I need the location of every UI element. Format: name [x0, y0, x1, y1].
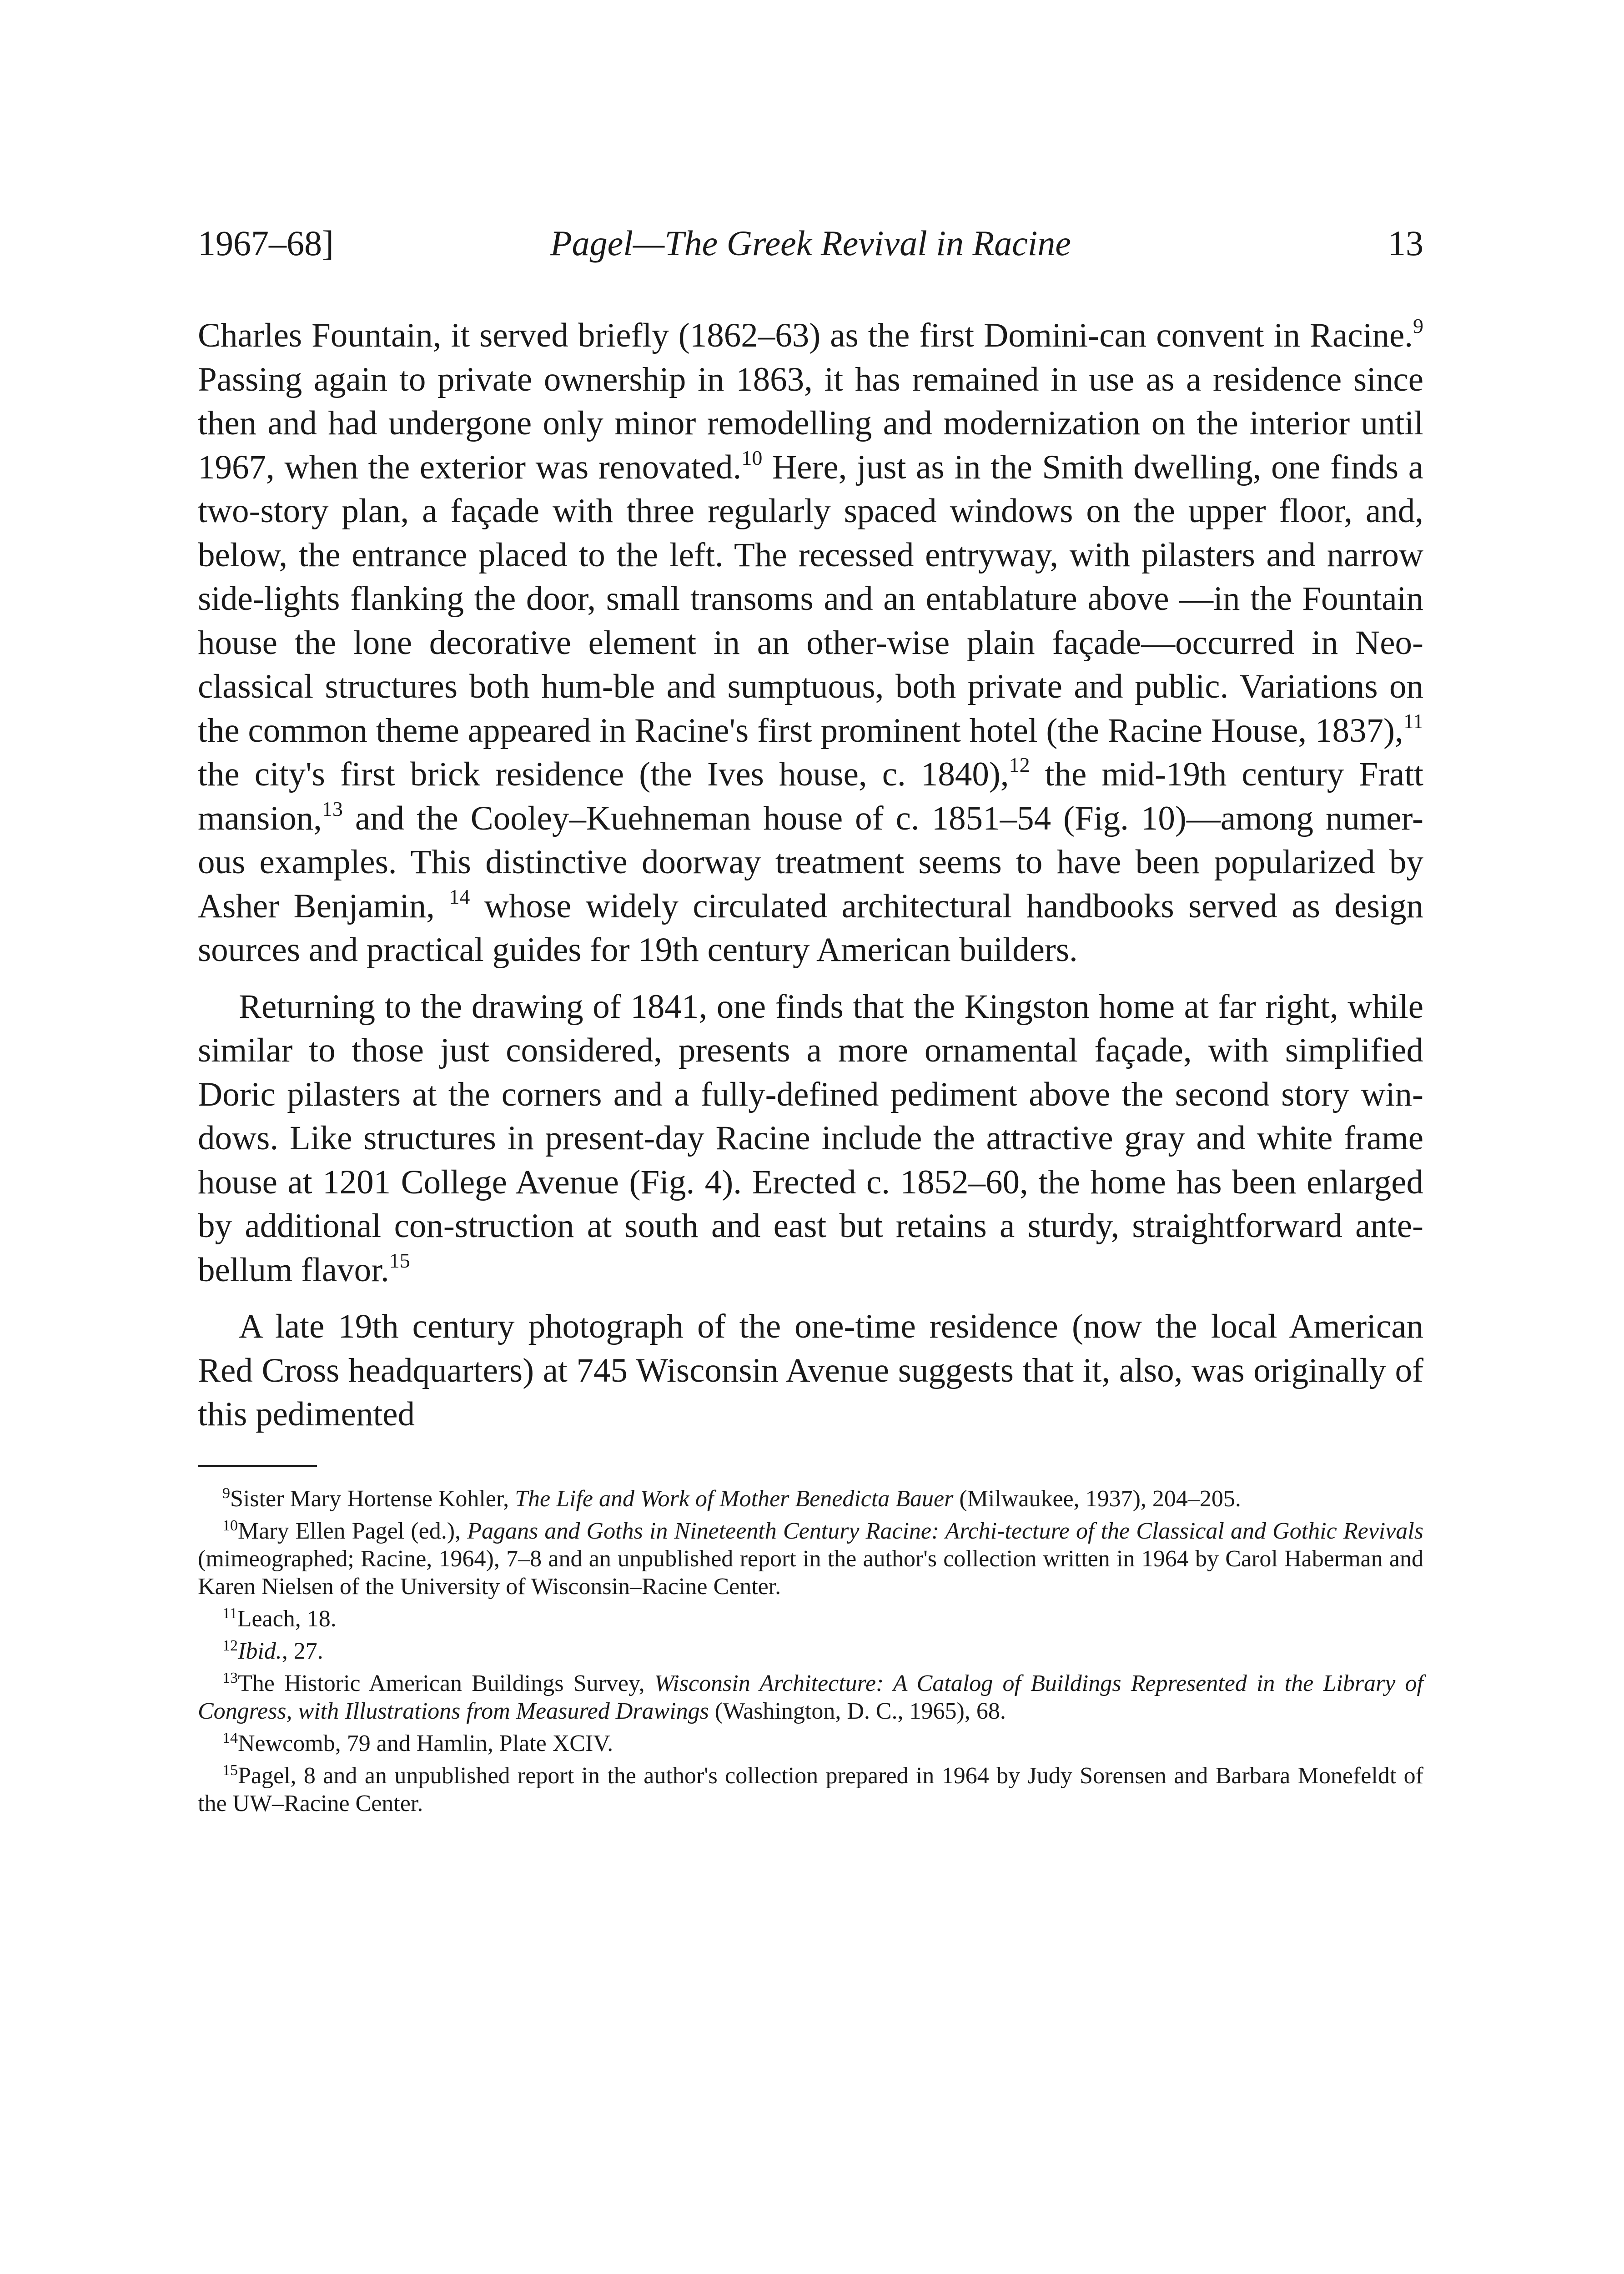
footnote-title: Ibid. — [238, 1638, 282, 1664]
footnote-ref-13: 13 — [322, 797, 343, 820]
footnote-title: The Life and Work of Mother Benedicta Bauer — [515, 1485, 954, 1512]
footnote-number: 13 — [222, 1669, 238, 1686]
paragraph-1-text-g: whose widely circulated architectural handbooks served as design sources and practical guides for 19th century American builders. — [198, 887, 1424, 969]
paragraph-1-text-d: the city's first brick residence (the Ives house, c. 1840), — [198, 755, 1009, 793]
footnote-ref-11: 11 — [1403, 709, 1423, 733]
paragraph-3 — [198, 1305, 1423, 1437]
footnote-text: The Historic American Buildings Survey, — [238, 1670, 654, 1696]
footnote-text: (Washington, D. C., 1965), 68. — [709, 1698, 1006, 1724]
paragraph-2 — [198, 985, 1423, 1293]
footnote-13 — [198, 1670, 1423, 1725]
running-head — [198, 218, 1423, 268]
footnote-text: Leach, 18. — [237, 1605, 337, 1632]
footnote-text: (Milwaukee, 1937), 204–205. — [953, 1485, 1241, 1512]
footnote-ref-12: 12 — [1009, 753, 1030, 776]
article-title: Pagel—The Greek Revival in Racine — [550, 223, 1071, 263]
footnote-ref-15: 15 — [389, 1248, 410, 1272]
footnote-number: 12 — [222, 1637, 238, 1654]
document-page — [198, 218, 1423, 1822]
paragraph-3-text: A late 19th century photograph of the one-time residence (now the local American Red Cross headquarters) at 745 Wisconsin Avenue suggests that it, also, was originally of this pedimented — [198, 1308, 1423, 1433]
footnote-ref-10: 10 — [741, 446, 763, 469]
body-text — [198, 314, 1423, 1437]
footnote-ref-14: 14 — [449, 885, 470, 908]
paragraph-1-text-f: and the Cooley–Kuehneman house of c. 1851–54 (Fig. 10)—among numer-ous examples. This distinctive doorway treatment seems to have been popularized by Asher Benjamin, — [198, 799, 1423, 925]
footnote-15 — [198, 1762, 1423, 1817]
volume-years: 1967–68] — [198, 223, 334, 263]
footnote-text: (mimeographed; Racine, 1964), 7–8 and an unpublished report in the author's collection written in 1964 by Carol Haberman and Karen Nielsen of the University of Wisconsin–Racine Center. — [198, 1545, 1423, 1600]
footnotes — [198, 1485, 1423, 1817]
footnote-text: , 27. — [282, 1638, 323, 1664]
footnote-number: 11 — [222, 1605, 237, 1622]
footnote-title: Pagans and Goths in Nineteenth Century Racine: Archi-tecture of the Classical and Gothic Revivals — [467, 1518, 1423, 1544]
paragraph-1 — [198, 314, 1423, 972]
paragraph-1-text-e: the mid-19th century Fratt mansion, — [198, 755, 1424, 837]
paragraph-1-text-a: Charles Fountain, it served briefly (1862–63) as the first Domini-can convent in Racine. — [198, 317, 1413, 354]
footnote-10 — [198, 1517, 1423, 1600]
footnote-text: Mary Ellen Pagel (ed.), — [238, 1518, 468, 1544]
footnote-title: Wisconsin Architecture: A Catalog of Buildings Represented in the Library of Congress, with Illustrations from Measured Drawings — [198, 1670, 1423, 1724]
footnote-number: 15 — [222, 1761, 238, 1779]
footnote-9 — [198, 1485, 1423, 1513]
footnote-14 — [198, 1730, 1423, 1757]
paragraph-2-text: Returning to the drawing of 1841, one finds that the Kingston home at far right, while similar to those just considered, presents a more ornamental façade, with simplified Doric pilasters at the corners and a fully-defined pediment above the second story win-dows. Like structures in present-day Racine include the attractive gray and white frame house at 1201 College Avenue (Fig. 4). Erected c. 1852–60, the home has been enlarged by additional con-struction at south and east but retains a sturdy, straightforward ante-bellum flavor. — [198, 987, 1423, 1289]
footnote-text: Newcomb, 79 and Hamlin, Plate XCIV. — [238, 1730, 613, 1756]
page-number: 13 — [1388, 223, 1423, 263]
footnote-12 — [198, 1637, 1423, 1665]
footnote-divider — [198, 1465, 317, 1467]
paragraph-1-text-b: Passing again to private ownership in 1863, it has remained in use as a residence since then and had undergone only minor remodelling and modernization on the interior until 1967, when the exterior was renovated. — [198, 360, 1423, 486]
footnote-text: Pagel, 8 and an unpublished report in the author's collection prepared in 1964 by Judy Sorensen and Barbara Monefeldt of the UW–Racine Center. — [198, 1762, 1423, 1816]
footnote-number: 9 — [222, 1484, 230, 1502]
footnote-number: 10 — [222, 1517, 238, 1534]
footnote-11 — [198, 1605, 1423, 1633]
paragraph-1-text-c: Here, just as in the Smith dwelling, one finds a two-story plan, a façade with three regularly spaced windows on the upper floor, and, below, the entrance placed to the left. The recessed entryway, with pilasters and narrow side-lights flanking the door, small transoms and an entablature above —in the Fountain house the lone decorative element in an other-wise plain façade—occurred in Neo-classical structures both hum-ble and sumptuous, both private and public. Variations on the common theme appeared in Racine's first prominent hotel (the Racine House, 1837), — [198, 448, 1423, 750]
footnote-number: 14 — [222, 1729, 238, 1746]
footnote-text: Sister Mary Hortense Kohler, — [230, 1485, 515, 1512]
footnote-ref-9: 9 — [1413, 314, 1423, 337]
